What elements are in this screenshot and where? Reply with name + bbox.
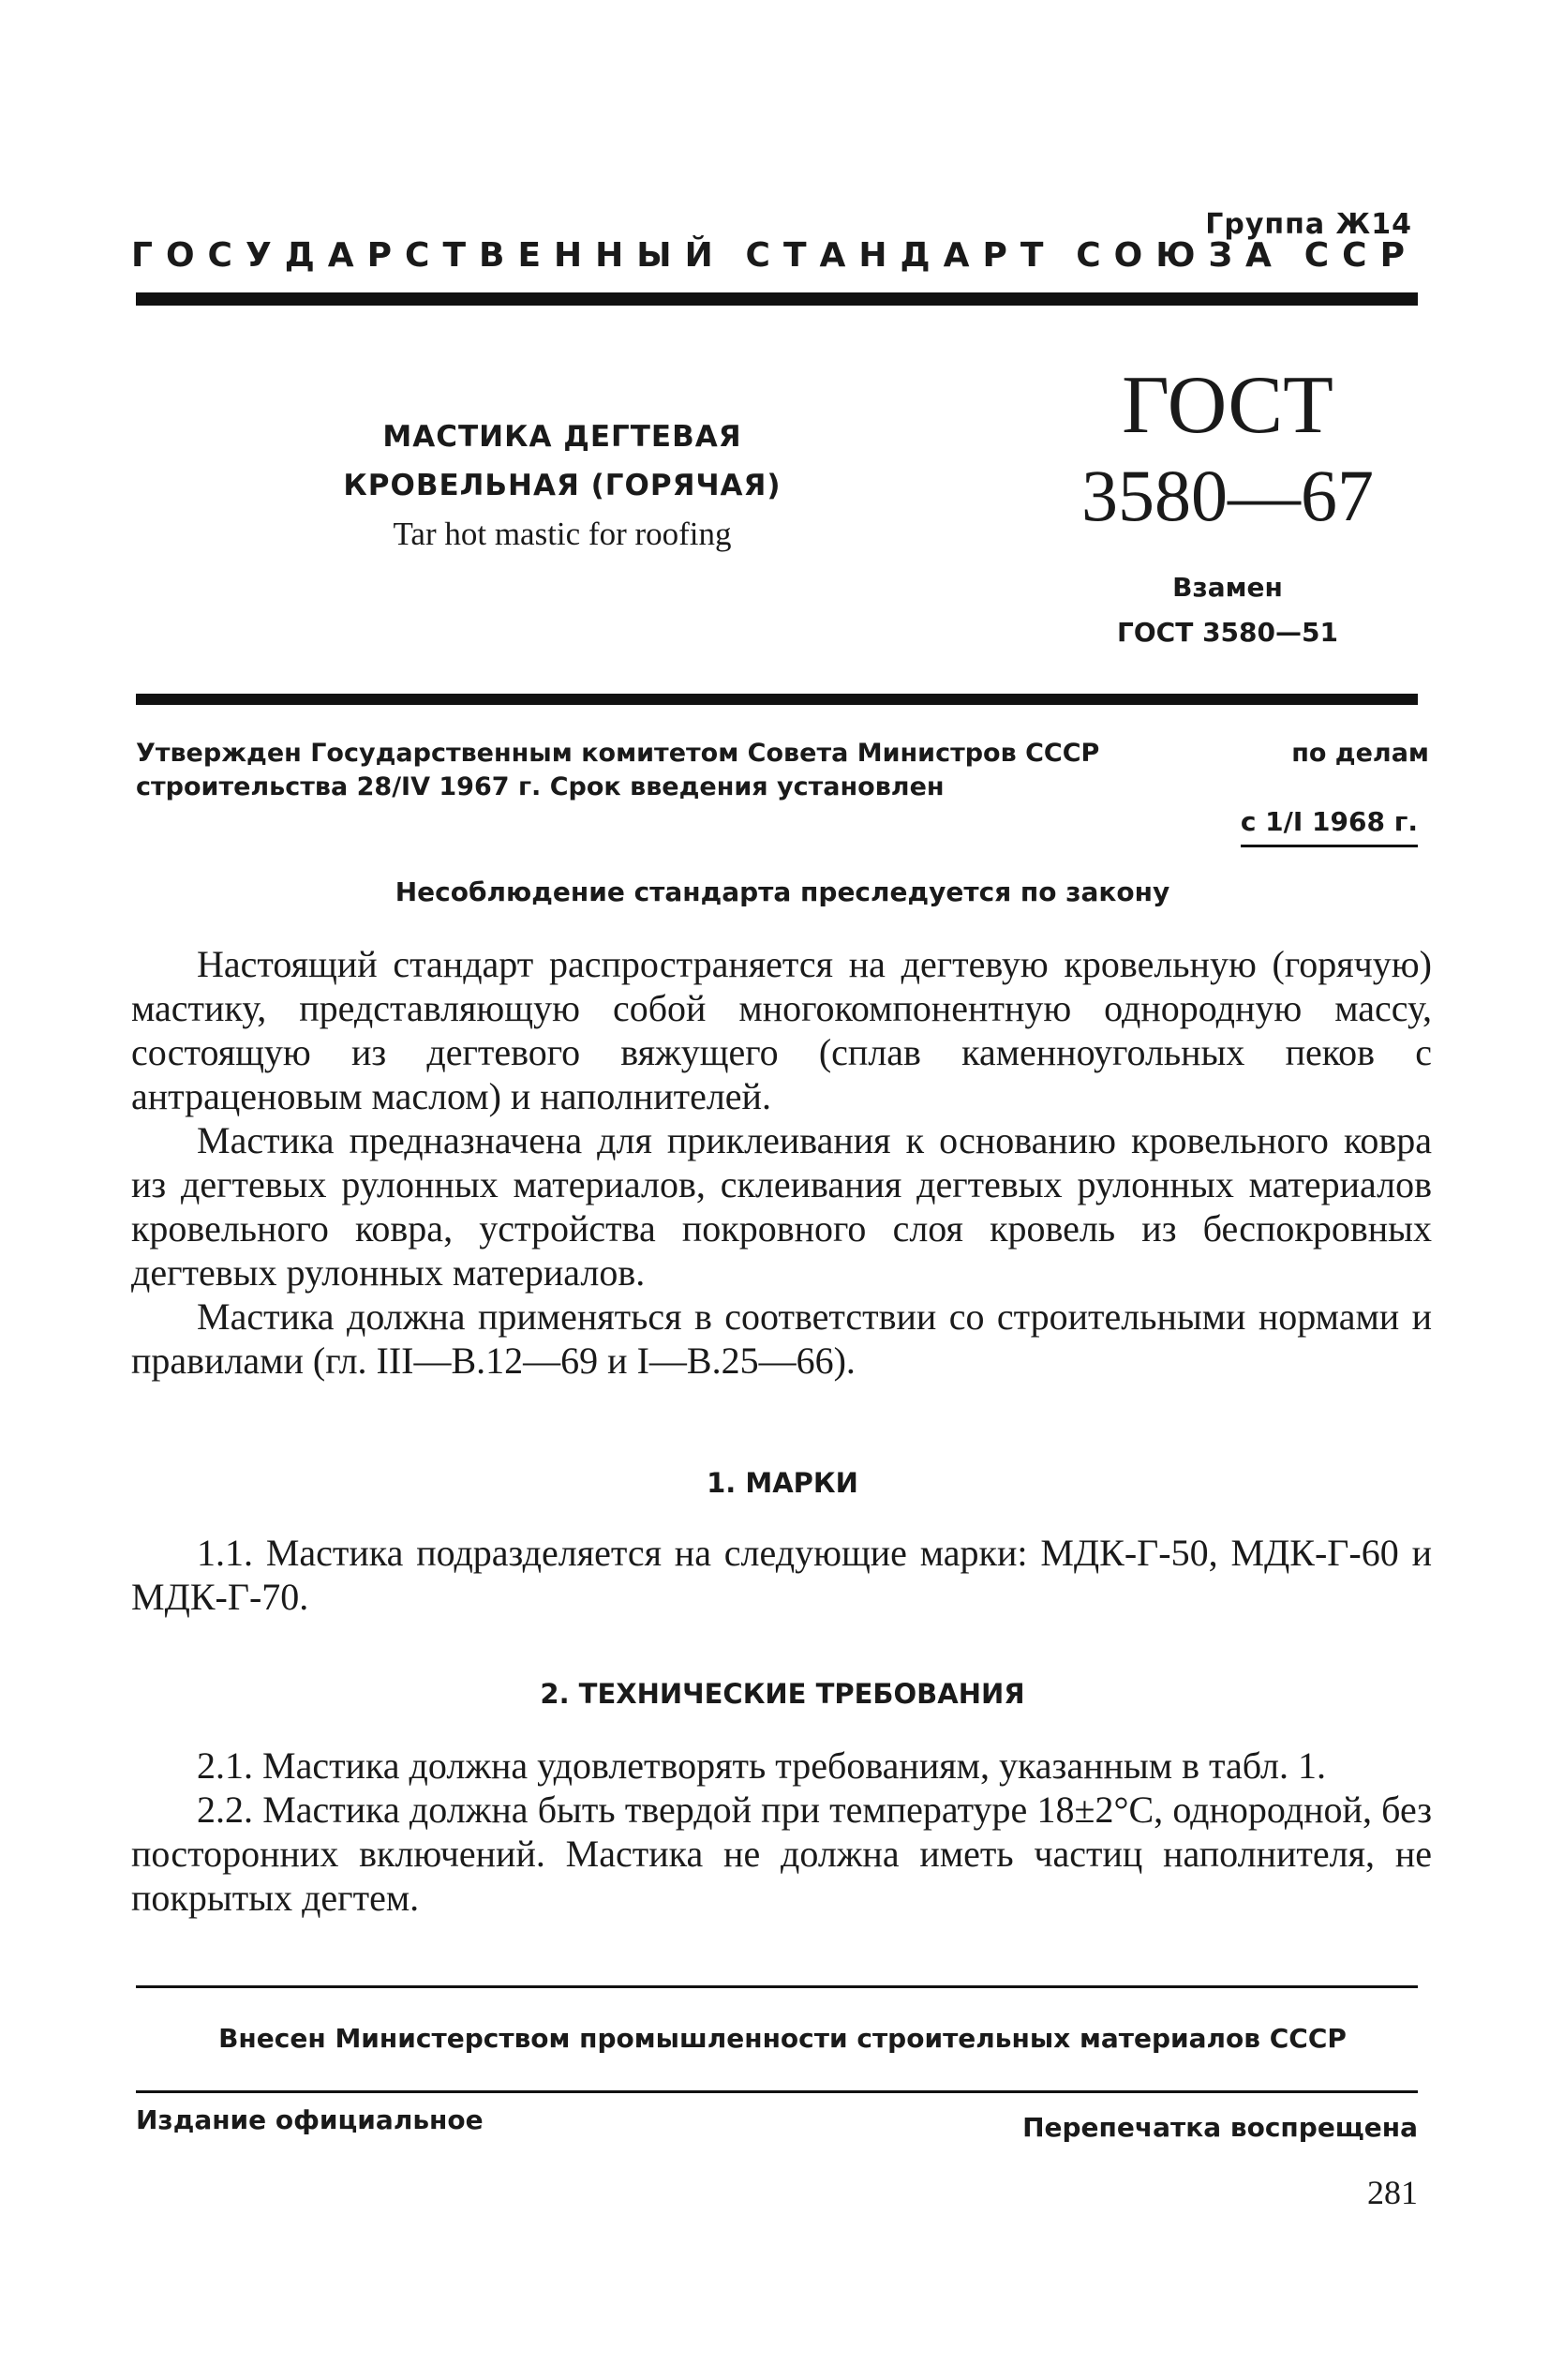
state-standard-heading xyxy=(131,236,1418,275)
paragraph: 2.1. Мастика должна удовлетворять требованиям, указанным в табл. 1. xyxy=(197,1744,1327,1787)
approval-line: строительства 28/IV 1967 г. Срок введения установлен xyxy=(136,772,945,801)
paragraph: Мастика предназначена для приклеивания к основанию кровельного ковра из дегтевых рулонных материалов, склеивания дегтевых рулонных материалов кровельного ковра, устройства покровного слоя кровель из беспокровных дегтевых рулонных материалов. xyxy=(131,1119,1432,1294)
gost-number: 3580—67 xyxy=(1081,455,1374,536)
title-line: МАСТИКА ДЕГТЕВАЯ xyxy=(382,420,742,454)
section-text xyxy=(131,1744,1432,1920)
paragraph: 2.2. Мастика должна быть твердой при температуре 18±2°С, однородной, без посторонних включений. Мастика не должна иметь частиц наполнителя, не покрытых дегтем. xyxy=(131,1789,1432,1919)
effective-date: с 1/I 1968 г. xyxy=(1241,806,1418,847)
gost-word: ГОСТ xyxy=(1122,360,1333,451)
group-code: Группа Ж14 xyxy=(1205,208,1412,241)
paragraph: Мастика должна применяться в соответствии со строительными нормами и правилами (гл. III—В.12—69 и I—В.25—66). xyxy=(131,1295,1432,1382)
approval-statement xyxy=(136,737,1429,804)
replaces-block xyxy=(1078,565,1378,655)
paragraph: Настоящий стандарт распространяется на дегтевую кровельную (горячую) мастику, представляющую собой многокомпонентную однородную массу, состоящую из дегтевого вяжущего (сплав каменноугольных пеков с антраценовым маслом) и наполнителей. xyxy=(131,943,1432,1117)
section-heading: 2. ТЕХНИЧЕСКИЕ ТРЕБОВАНИЯ xyxy=(540,1678,1025,1710)
footer-rule xyxy=(136,2090,1418,2093)
reprint-notice: Перепечатка воспрещена xyxy=(1022,2112,1418,2143)
page-number: 281 xyxy=(1367,2174,1418,2211)
document-title xyxy=(281,412,843,555)
legal-notice: Несоблюдение стандарта преследуется по закону xyxy=(395,876,1170,907)
title-english: Tar hot mastic for roofing xyxy=(393,516,732,552)
gost-designation xyxy=(1078,361,1378,541)
header-rule xyxy=(136,292,1418,306)
replaces-standard: ГОСТ 3580—51 xyxy=(1117,617,1338,648)
state-standard-word: СОЮЗА xyxy=(1076,236,1285,275)
title-line: КРОВЕЛЬНАЯ (ГОРЯЧАЯ) xyxy=(343,469,782,502)
intro-text xyxy=(131,942,1432,1383)
section-heading: 1. МАРКИ xyxy=(707,1467,858,1499)
approval-line: по делам xyxy=(1291,739,1429,768)
approval-line: Утвержден Государственным комитетом Совета Министров СССР xyxy=(136,739,1100,768)
title-rule xyxy=(136,694,1418,705)
state-standard-word: СТАНДАРТ xyxy=(745,236,1057,275)
state-standard-word: ГОСУДАРСТВЕННЫЙ xyxy=(131,236,726,275)
state-standard-word: ССР xyxy=(1303,236,1418,275)
footer-rule xyxy=(136,1985,1418,1988)
edition-label: Издание официальное xyxy=(136,2104,484,2135)
paragraph: 1.1. Мастика подразделяется на следующие марки: МДК-Г-50, МДК-Г-60 и МДК-Г-70. xyxy=(131,1532,1432,1618)
replaces-label: Взамен xyxy=(1172,572,1283,603)
contributed-by: Внесен Министерством промышленности строительных материалов СССР xyxy=(218,2023,1347,2054)
section-text xyxy=(131,1531,1432,1619)
